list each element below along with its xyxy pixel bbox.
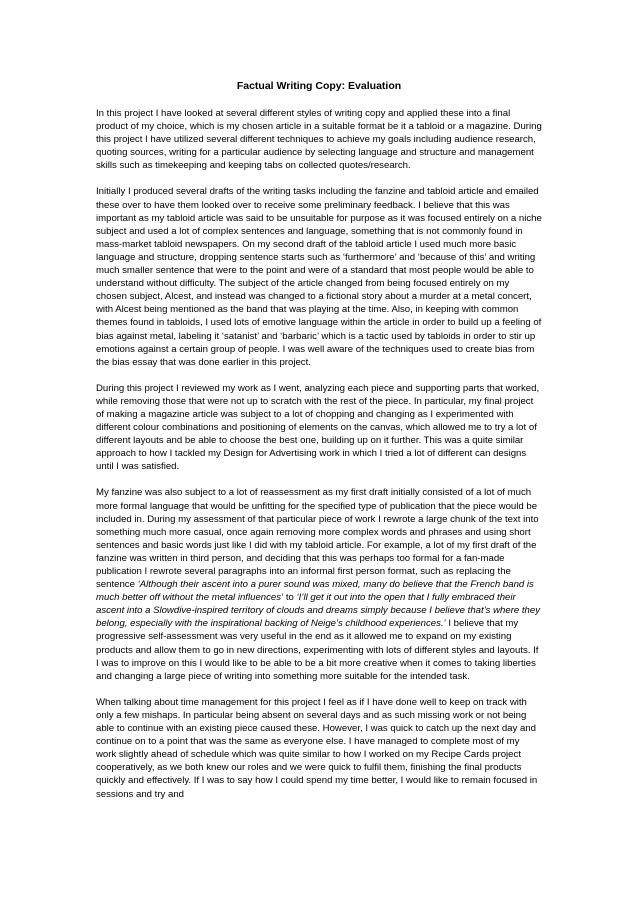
document-title: Factual Writing Copy: Evaluation: [236, 80, 402, 92]
document-body: [96, 107, 542, 801]
paragraph-text: During this project I reviewed my work as I went, analyzing each piece and supporting parts that worked, while removing those that were not up to scratch with the rest of the piece. In particular, my final project of making a magazine article was subject to a lot of chopping and changing as I experimented with different colour combinations and positioning of elements on the canvas, which allowed me to try a lot of different layouts and be able to choose the best one, building up on it further. This was a quite similar approach to how I tackled my Design for Advertising work in which I tried a lot of different can designs until I was satisfied.: [96, 382, 540, 473]
body-paragraph: [96, 185, 542, 368]
italic-quote-text: ‘I’ll get it out into the open that I fully embraced their ascent into a Slowdive-inspired territory of clouds and dreams simply because I believe that’s where they belong, especially with the inspirational backing of Neige’s childhood experiences.’: [96, 592, 541, 630]
paragraph-text: When talking about time management for this project I feel as if I have done well to keep on track with only a few mishaps. In particular being absent on several days and as such missing work or not being able to continue with an existing piece caused these. However, I was quick to catch up the next day and continue on to a point that was the same as everyone else. I have managed to complete most of my work slightly ahead of schedule which was quite similar to how I worked on my Recipe Cards project cooperatively, as we both knew our roles and we were quick to fulfil them, finishing the final products quickly and effectively. If I was to say how I could spend my time better, I would like to remain focused in sessions and try and: [96, 696, 538, 800]
paragraph-text: to: [283, 592, 297, 604]
paragraph-text: I believe that my progressive self-assessment was very useful in the end as it allowed me to expand on my existing products and allow them to go in new directions, experimenting with lots of different styles and layouts. If I was to improve on this I would like to be able to be a bit more creative when it comes to taking liberties and changing a large piece of writing into something more suitable for the intended task.: [96, 618, 539, 682]
body-paragraph: [96, 107, 542, 172]
paragraph-text: In this project I have looked at several different styles of writing copy and applied these into a final product of my choice, which is my chosen article in a suitable format be it a tabloid or a magazine. During this project I have utilized several different techniques to achieve my goals including audience research, quoting sources, writing for a particular audience by selecting language and structure and management skills such as timekeeping and keeping tabs on collected quotes/research.: [96, 108, 542, 172]
italic-quote-text: ‘Although their ascent into a purer sound was mixed, many do believe that the French band is much better off without the metal influences’: [96, 579, 534, 604]
body-paragraph: [96, 696, 542, 801]
paragraph-text: Initially I produced several drafts of the writing tasks including the fanzine and tabloid article and emailed these over to have them looked over to receive some preliminary feedback. I believe that this was important as my tabloid article was said to be unsuitable for purpose as it was focused entirely on a niche subject and used a lot of complex sentences and language, something that is not commonly found in mass-market tabloid newspapers. On my second draft of the tabloid article I used much more basic language and structure, dropping sentence starts such as ‘furthermore’ and ‘because of this’ and writing much smaller sentence that were to the point and were of a standard that most people would be able to understand without difficulty. The subject of the article changed from being focused entirely on my chosen subject, Alcest, and instead was changed to a fictional story about a murder at a metal concert, with Alcest being mentioned as the band that was playing at the time. Also, in keeping with common themes found in tabloids, I used lots of emotive language within the article in order to build up a feeling of bias against metal, labeling it ‘satanist’ and ‘barbaric’ which is a tactic used by tabloids in order to stir up emotions against a certain group of people. I was well aware of the techniques used to create bias from the bias essay that was done earlier in this project.: [96, 186, 542, 368]
body-paragraph: [96, 486, 542, 682]
paragraph-text: My fanzine was also subject to a lot of reassessment as my first draft initially consisted of a lot of much more formal language that would be unfitting for the specified type of publication that the piece would be included in. During my assessment of that particular piece of work I rewrote a large chunk of the text into something much more casual, once again removing more complex words and phrases and using short sentences and basic words just like I did with my tabloid article. For example, a lot of my first draft of the fanzine was written in third person, and deciding that this was perhaps too formal for a fan-made publication I rewrote several paragraphs into an informal first person format, such as replacing the sentence: [96, 487, 539, 591]
body-paragraph: [96, 382, 542, 474]
